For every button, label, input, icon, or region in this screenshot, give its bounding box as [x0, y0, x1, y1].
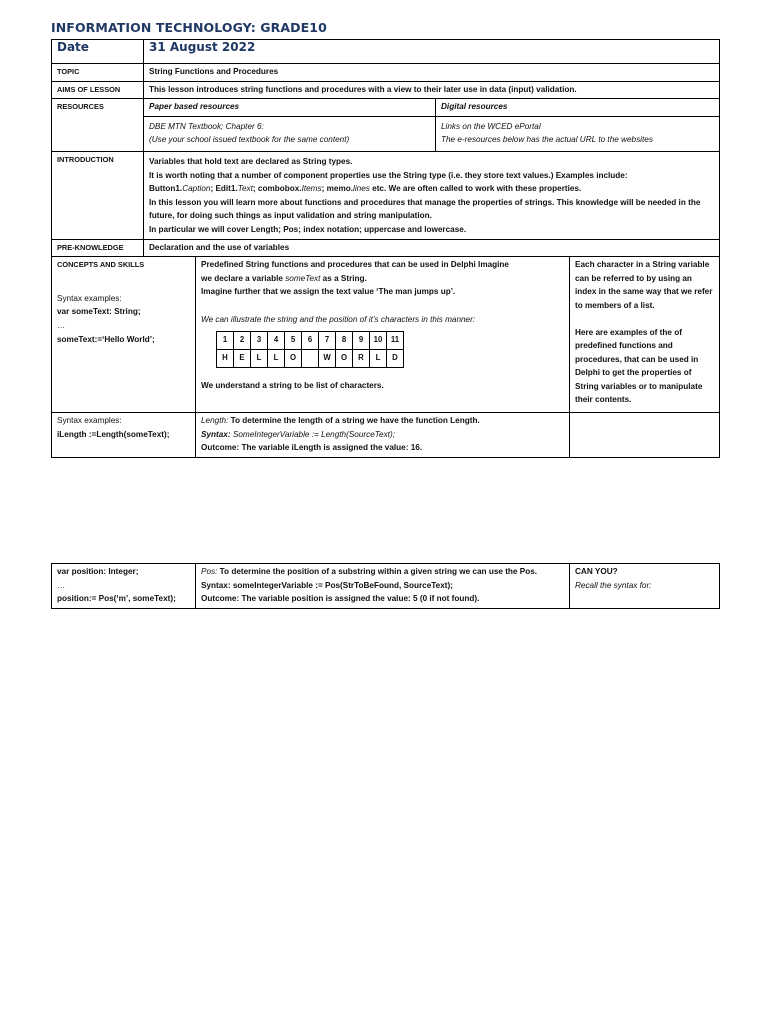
- pos-syntax-line: …: [57, 580, 66, 590]
- paper-resource-line: DBE MTN Textbook; Chapter 6:: [149, 121, 264, 131]
- index-cell: 4: [268, 331, 285, 349]
- index-cell: 7: [319, 331, 336, 349]
- concept-line: Predefined String functions and procedures that can be used in Delphi Imagine: [201, 260, 509, 270]
- length-row: [52, 413, 720, 458]
- char-cell: D: [387, 349, 404, 367]
- concepts-middle-cell: [196, 257, 570, 413]
- intro-segment: Text: [237, 184, 253, 194]
- aims-value: This lesson introduces string functions and procedures with a view to their later use in data (input) validation.: [144, 81, 720, 99]
- paper-resources-heading: Paper based resources: [144, 99, 436, 117]
- char-row: [217, 349, 404, 367]
- length-term: Length:: [201, 416, 229, 426]
- length-description: [201, 414, 564, 428]
- functions-explanation: Here are examples of the of predefined functions and procedures, that can be used in Delphi to get the properties of String variables or to manipulate their contents.: [575, 327, 703, 405]
- length-syntax-text: SomeIntegerVariable := Length(SourceText);: [230, 429, 395, 439]
- date-value: 31 August 2022: [144, 40, 720, 64]
- intro-segment: Caption: [182, 184, 211, 194]
- topic-row: [52, 64, 720, 82]
- char-cell: R: [353, 349, 370, 367]
- intro-segment: ; Edit1.: [210, 184, 238, 194]
- concept-segment: someText: [285, 273, 321, 283]
- syntax-line: …: [57, 320, 66, 330]
- intro-segment: etc. We are often called to work with these properties.: [369, 184, 582, 194]
- introduction-label: INTRODUCTION: [52, 151, 144, 239]
- intro-segment: lines: [353, 184, 370, 194]
- pos-syntax: Syntax: someIntegerVariable := Pos(StrToBeFound, SourceText);: [201, 580, 453, 590]
- digital-resources-heading: Digital resources: [436, 99, 720, 117]
- topic-label: TOPIC: [52, 64, 144, 82]
- concept-line: We understand a string to be list of characters.: [201, 380, 384, 390]
- pos-text: To determine the position of a substring within a given string we can use the Pos.: [217, 567, 538, 576]
- index-explanation: Each character in a String variable can be referred to by using an index in the same way that we refer to members of a list.: [575, 260, 713, 310]
- length-syntax-example: iLength :=Length(someText);: [57, 429, 170, 439]
- lesson-plan-table: [51, 39, 720, 458]
- pos-outcome: Outcome: The variable position is assigned the value: 5 (0 if not found).: [201, 594, 480, 604]
- concept-line: Imagine further that we assign the text value ‘The man jumps up’.: [201, 287, 456, 297]
- intro-line: Variables that hold text are declared as String types.: [149, 156, 353, 166]
- concepts-label: CONCEPTS AND SKILLS: [57, 260, 145, 270]
- index-cell: 8: [336, 331, 353, 349]
- syntax-heading: Syntax examples:: [57, 293, 122, 303]
- concept-segment: as a String.: [320, 273, 367, 283]
- page-title: INFORMATION TECHNOLOGY: GRADE10: [51, 20, 327, 35]
- intro-line: [149, 182, 714, 196]
- char-cell: [302, 349, 319, 367]
- index-cell: 5: [285, 331, 302, 349]
- length-syntax-term: Syntax:: [201, 429, 231, 439]
- intro-segment: Items: [301, 184, 322, 194]
- char-cell: W: [319, 349, 336, 367]
- char-cell: L: [370, 349, 387, 367]
- intro-segment: Button1.: [149, 184, 183, 194]
- pos-description: [201, 565, 564, 579]
- concept-line: [201, 272, 564, 286]
- date-row: [52, 40, 720, 64]
- aims-row: [52, 81, 720, 99]
- pos-table: [51, 563, 720, 609]
- length-syntax: [201, 428, 564, 442]
- digital-resource-line: Links on the WCED ePortal: [441, 121, 541, 131]
- character-index-table: [216, 331, 404, 368]
- char-cell: H: [217, 349, 234, 367]
- concepts-right-cell: [570, 257, 720, 413]
- length-left-cell: [52, 413, 196, 458]
- index-cell: 3: [251, 331, 268, 349]
- length-syntax-heading: Syntax examples:: [57, 416, 122, 426]
- paper-resources-cell: [144, 116, 436, 151]
- intro-line: It is worth noting that a number of component properties use the String type (i.e. they store text values.) Examples include:: [149, 170, 628, 180]
- pos-term: Pos:: [201, 567, 218, 576]
- length-middle-cell: [196, 413, 570, 458]
- index-cell: 2: [234, 331, 251, 349]
- aims-label: AIMS OF LESSON: [52, 81, 144, 99]
- introduction-row: [52, 151, 720, 239]
- resources-heading-row: [52, 99, 720, 117]
- introduction-text: [144, 151, 720, 239]
- concept-line: We can illustrate the string and the position of it’s characters in this manner:: [201, 314, 476, 324]
- syntax-line: var someText: String;: [57, 307, 141, 317]
- pos-syntax-line: var position: Integer;: [57, 567, 139, 576]
- intro-segment: ; combobox.: [252, 184, 302, 194]
- paper-resource-line: (Use your school issued textbook for the same content): [149, 135, 350, 145]
- index-cell: 1: [217, 331, 234, 349]
- pos-row: [52, 564, 720, 609]
- index-cell: 10: [370, 331, 387, 349]
- concepts-row: [52, 257, 720, 413]
- concepts-left-cell: [52, 257, 196, 413]
- length-outcome: Outcome: The variable iLength is assigned the value: 16.: [201, 443, 423, 453]
- pre-knowledge-row: [52, 239, 720, 257]
- intro-line: In particular we will cover Length; Pos; index notation; uppercase and lowercase.: [149, 224, 467, 234]
- index-cell: 6: [302, 331, 319, 349]
- pre-knowledge-value: Declaration and the use of variables: [144, 239, 720, 257]
- index-cell: 11: [387, 331, 404, 349]
- char-cell: O: [285, 349, 302, 367]
- char-cell: E: [234, 349, 251, 367]
- can-you-prompt: Recall the syntax for:: [575, 580, 652, 590]
- digital-resource-line: The e-resources below has the actual URL to the websites: [441, 135, 653, 145]
- date-label: Date: [52, 40, 144, 64]
- char-cell: L: [251, 349, 268, 367]
- pos-middle-cell: [196, 564, 570, 609]
- pos-right-cell: [570, 564, 720, 609]
- length-text: To determine the length of a string we have the function Length.: [228, 416, 480, 426]
- digital-resources-cell: [436, 116, 720, 151]
- resources-label: RESOURCES: [52, 99, 144, 152]
- can-you-heading: CAN YOU?: [575, 567, 618, 576]
- index-cell: 9: [353, 331, 370, 349]
- topic-value: String Functions and Procedures: [144, 64, 720, 82]
- intro-segment: ; memo.: [321, 184, 354, 194]
- char-cell: L: [268, 349, 285, 367]
- intro-line: In this lesson you will learn more about functions and procedures that manage the properties of strings. This knowledge will be needed in the future, for doing such things as input validation and string manipulation.: [149, 197, 701, 221]
- syntax-line: someText:=‘Hello World’;: [57, 334, 155, 344]
- index-row: [217, 331, 404, 349]
- length-right-cell: [570, 413, 720, 458]
- char-cell: O: [336, 349, 353, 367]
- pre-knowledge-label: PRE-KNOWLEDGE: [52, 239, 144, 257]
- concept-segment: we declare a variable: [201, 273, 286, 283]
- resources-content-row: [52, 116, 720, 151]
- pos-syntax-line: position:= Pos(‘m’, someText);: [57, 594, 176, 604]
- pos-left-cell: [52, 564, 196, 609]
